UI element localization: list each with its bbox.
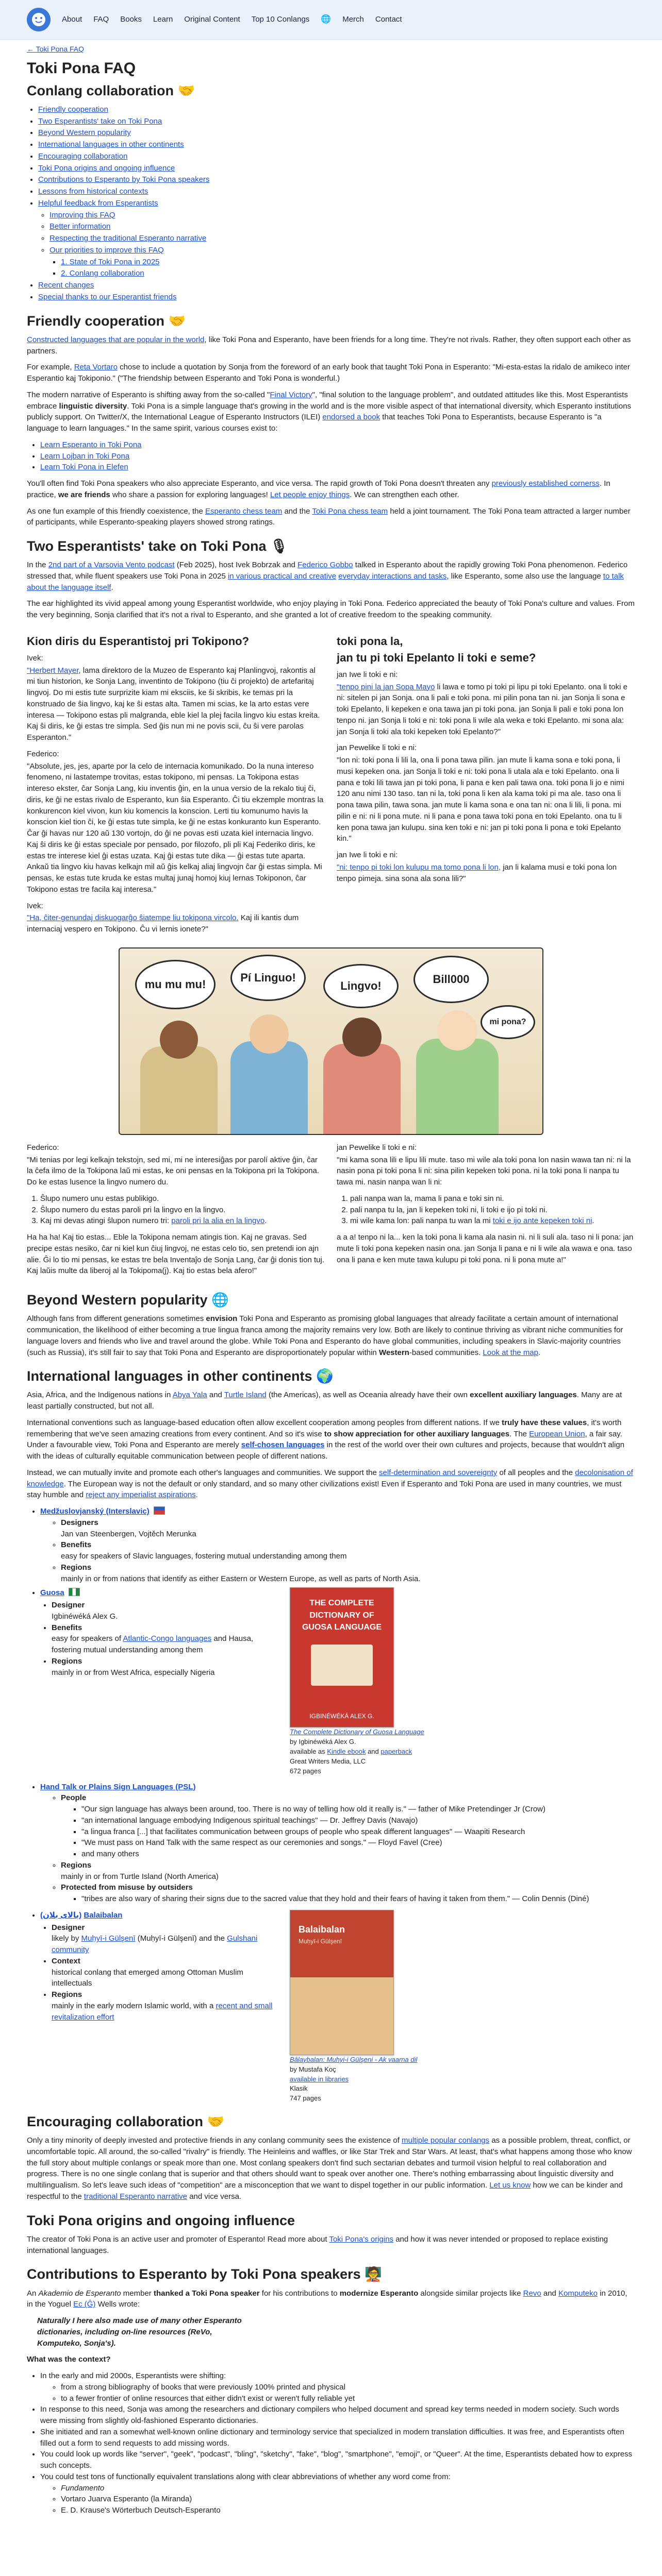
- nav-about[interactable]: About: [62, 15, 82, 24]
- inline-link[interactable]: to talk about the language itself: [27, 571, 624, 592]
- speech-bubble: mu mu mu!: [135, 960, 216, 1009]
- paragraph: You'll often find Toki Pona speakers who also appreciate Esperanto, and vice versa. The rapid growth of Toki Pona doesn't threaten any previously established cornerss. In practice, we are friends who share a passion for exploring languages! Let people enjoy things. We can strengthen each other.: [27, 479, 610, 499]
- paragraph: Asia, Africa, and the Indigenous nations in Abya Yala and Turtle Island (the Americas), as well as Oceania already have their own excellent auxiliary languages. Many are at least partially constructed, but not all.: [27, 1391, 622, 1411]
- esperanto-column-lower: [27, 1142, 325, 1282]
- inline-link[interactable]: reject any imperialist aspirations: [86, 1490, 196, 1500]
- inline-link[interactable]: Kindle ebook: [327, 1748, 366, 1756]
- paragraph: International conventions such as language-based education often allow excellent cooperation among peoples from different nations. If we truly have these values, it's worth remembering that we've seen amazing creations from every continent. And so it's wise to show appreciation for other auxiliary languages. The European Union, a fair say. Under a favourable view, Toki Pona and Esperanto are merely self-chosen languages in the rest of the world over their own cultures and projects, because that wouldn't align with the ideas of culturally equitable communication between people of different nations.: [27, 1418, 625, 1461]
- course-link[interactable]: Learn Esperanto in Toki Pona: [40, 440, 142, 449]
- toki-pona-column-lower: [337, 1142, 635, 1282]
- nav-merch[interactable]: Merch: [342, 15, 364, 24]
- inline-link[interactable]: self-determination and sovereignty: [378, 1468, 498, 1477]
- inline-link[interactable]: Abya Yala: [172, 1391, 207, 1400]
- inline-link[interactable]: Final Victory: [270, 390, 312, 399]
- inline-link[interactable]: Revo: [523, 2289, 541, 2298]
- inline-link[interactable]: recent and small revitalization effort: [52, 2001, 273, 2022]
- balaibalan-block: • (بالای بلان) Balaibalan • Designer likely by Muḥyī-i Gülşenī (Muḥyī-i Gülşenī) and the Gulshani community • Context historical conlang that emerged among Ottoman Muslim intellectuals • Regions mainly in the early modern Islamic world, with a recent and small revitalization effort Balaibalan Muḥyī-i Gülşenī Bâlaybalan: Muhyi-i Gülşeni - Ak vaarna dil by Mustafa Koç available in libraries Klasik 747 pages: [27, 1910, 635, 2104]
- toc-link[interactable]: Special thanks to our Esperantist friends: [38, 292, 177, 301]
- paragraph: Although fans from different generations sometimes envision Toki Pona and Esperanto as promising global languages that already facilitate a certain amount of international communication, the likelihood of either becoming a true lingua franca among the majority remains very low. Both are likely to continue thriving as vibrant niche communities for language lovers and friends who live and travel around the globe. While Toki Pona and Esperanto do have global communities, including speakers in Slavic-majority countries (such as Russia), it's still fair to say that Toki Pona and Esperanto are disproportionately popular within Western-based communities. Look at the map.: [27, 1314, 623, 1357]
- nav-globe-icon[interactable]: 🌐: [321, 15, 332, 24]
- list-item-interslavic: • Medžuslovjanský (Interslavic) ◦ Designers Jan van Steenbergen, Vojtěch Merunka ◦ Benefits easy for speakers of Slavic languages, fostering mutual understanding among them ◦ Regions mainly in or from nations that identify as either Eastern or Western Europe, as well as parts of North Asia.: [40, 1506, 635, 1584]
- inline-link[interactable]: "ni: tenpo pi toki lon kulupu ma tomo pona li lon,: [337, 862, 501, 872]
- course-link[interactable]: Learn Toki Pona in Elefen: [40, 463, 128, 472]
- paragraph: The ear highlighted its vivid appeal among young Esperantist worldwide, who enjoy playing in Toki Pona. Federico appreciated the beauty of Toki Pona's culture and values. From the very beginning, Sonja clarified that it's not a rival to Esperanto, and she granted a lot of creative freedom to the speaking community.: [27, 599, 635, 620]
- inline-link[interactable]: Komputeko: [558, 2289, 598, 2298]
- guosa-block: • Guosa • Designer Igbinéwéká Alex G. • Benefits easy for speakers of Atlantic-Congo languages and Hausa, fostering mutual understanding among them • Regions mainly in or from West Africa, especially Nigeria THE COMPLETE DICTIONARY OF GUOSA LANGUAGE IGBINÉWÉKÁ ALEX G. The Complete Dictionary of Guosa Language by Igbinéwéká Alex G. available as Kindle ebook and paperback Great Writers Media, LLC 672 pages: [27, 1587, 635, 1776]
- nav-top-10-conlangs[interactable]: Top 10 Conlangs: [251, 15, 310, 24]
- breadcrumb-back-link[interactable]: ← Toki Pona FAQ: [27, 45, 85, 53]
- toc-link[interactable]: Respecting the traditional Esperanto narrative: [49, 234, 207, 243]
- inline-link[interactable]: 2nd part of a Varsovia Vento podcast: [48, 561, 175, 570]
- quote: "tenpo pini la jan Sopa Mayo li lawa e tomo pi toki pi lipu pi toki Epelanto. ona li toki e ni: sitelen pi jan Sonja. ona li pali e toki pona. mi pilin pona tan ni. jan Sonja li sona e toki Epelanto, li kepeken e ona tawa jan pi toki pona. jan Sonja li pali e toki pona lon tenpo ni. jan Sonja li toki e ni: toki pona li wile ala weka e toki Epelanto. mi sona ala: jan Sonja li toki ala toki kepeken toki Epelanto?": [337, 682, 627, 736]
- guosa-book: THE COMPLETE DICTIONARY OF GUOSA LANGUAGE IGBINÉWÉKÁ ALEX G. The Complete Dictionary of Guosa Language by Igbinéwéká Alex G. available as Kindle ebook and paperback Great Writers Media, LLC 672 pages: [290, 1587, 424, 1776]
- inline-link[interactable]: in various practical and creative: [227, 571, 337, 581]
- smiley-logo-icon: [31, 12, 46, 27]
- inline-link[interactable]: Esperanto chess team: [205, 506, 283, 516]
- inline-link[interactable]: available in libraries: [290, 2075, 349, 2083]
- toc-link[interactable]: Lessons from historical contexts: [38, 187, 148, 196]
- main-content: [0, 44, 662, 2516]
- comic-illustration: [119, 947, 543, 1135]
- list-item: 1. pali nanpa wan la, mama li pana e toki sin ni.: [350, 1193, 635, 1205]
- toc-link[interactable]: 2. Conlang collaboration: [61, 269, 144, 278]
- speaker-label: Federico:: [27, 1143, 59, 1152]
- question-heading: What was the context?: [27, 2355, 111, 2364]
- page-subtitle: Conlang collaboration 🤝: [27, 82, 195, 98]
- paragraph: An Akademio de Esperanto member thanked a Toki Pona speaker for his contributions to modernize Esperanto alongside similar projects like Revo and Komputeko in 2010, in the Yoguel Ec (Ĝ) Wells wrote:: [27, 2289, 627, 2309]
- speaker-label: Ivek:: [27, 901, 43, 910]
- inline-link[interactable]: European Union: [529, 1429, 585, 1438]
- section-heading-two-esperantists: Two Esperantists' take on Toki Pona 🎙: [27, 538, 288, 554]
- quote: "ni: tenpo pi toki lon kulupu ma tomo pona li lon, jan li kalama musi e toki pona lon tenpo pimeja. sina sona ala sona lili?": [337, 862, 617, 883]
- quote: Ha ha ha! Kaj tio estas... Eble la Tokipona nemam atingis tion. Kaj ne gravas. Sed precipe estas nesiko, ĉar ni kiel kun ĉiuj lingvoj, ne estas celo tio, sen pretendi ion ajn alie. Ĝi lo tio mi pensas, ke estas tre bela Inventaĵo de Sonja Lang, ĉar ĝi donis tion tuj. Kaj laŭis multe da liberoj al la Tokipoma(j). Kaj tio estas bela afero!": [27, 1233, 325, 1276]
- inline-link[interactable]: multiple popular conlangs: [402, 2136, 490, 2145]
- paragraph: In the 2nd part of a Varsovia Vento podcast (Feb 2025), host Ivek Bobrzak and Federico Gobbo talked in Esperanto about the rapidly growing Toki Pona phenomenon. Federico stressed that, while fluent speakers use Toki Pona in 2025 in various practical and creative everyday interactions and tasks, like Esperanto, some also use the language to talk about the language itself.: [27, 561, 628, 592]
- section-heading-origins: Toki Pona origins and ongoing influence: [27, 2212, 295, 2228]
- paragraph: For example, Reta Vortaro chose to include a quotation by Sonja from the foreword of an early book that taught Toki Pona in Esperanto: "Mi-esta-estas la ridalo de amikeco inter Esperantio kaj Tokiponio." ("The friendship between Esperanto and Toki Pona is wonderful.): [27, 363, 630, 383]
- paragraph: Only a tiny minority of deeply invested and protective friends in any conlang community sees the existence of multiple popular conlangs as a possible problem, threat, conflict, or uncomfortable topic. All around, the so-called "rivalry" is friendly. The Heinleins and waffles, or like Star Trek and Star Wars. At least, that's what happens among those who know the full story about multiple conlangs or speak more than one. Most conlang speakers don't find such sectarian debates and turmoil vision helpful to real collaboration and progress. There is no one single conlang that is superior and that others should want to speak over another one. There's nothing embarrassing about linguistic diversity and multilingualism. So let's leave such ideas of "competition" are a misconception that we want to dispel together in our public information. Let us know how we can be kinder and respectful to the traditional Esperanto narrative and vice versa.: [27, 2136, 632, 2201]
- book-title-link[interactable]: The Complete Dictionary of Guosa Language: [290, 1728, 424, 1736]
- inline-link[interactable]: decolonisation of knowledge: [27, 1468, 633, 1488]
- inline-link[interactable]: Ec (Ĝ): [73, 2300, 96, 2309]
- site-logo[interactable]: [27, 8, 51, 31]
- toc-link[interactable]: 1. State of Toki Pona in 2025: [61, 257, 160, 266]
- person-figure: [416, 1039, 499, 1134]
- toc-link[interactable]: Better information: [49, 222, 111, 231]
- inline-link[interactable]: Let us know: [489, 2181, 531, 2190]
- toc-link[interactable]: Helpful feedback from Esperantists: [38, 198, 158, 208]
- inline-link[interactable]: Atlantic-Congo languages: [123, 1634, 212, 1643]
- course-link[interactable]: Learn Lojban in Toki Pona: [40, 451, 130, 461]
- inline-link[interactable]: Turtle Island: [224, 1391, 267, 1400]
- inline-link[interactable]: paroli pri la alia en la lingvo: [171, 1216, 265, 1226]
- inline-link[interactable]: paperback: [380, 1748, 412, 1756]
- inline-link[interactable]: self-chosen languages: [241, 1440, 325, 1450]
- toc-link[interactable]: Toki Pona origins and ongoing influence: [38, 163, 175, 173]
- toc-link[interactable]: International languages in other continents: [38, 140, 184, 149]
- speaker-label: jan Iwe li toki e ni:: [337, 851, 398, 859]
- list-item: 2. Ŝlupo numero du estas paroli pri la lingvo en la lingvo.: [40, 1205, 325, 1216]
- section-heading-friendly: Friendly cooperation 🤝: [27, 313, 186, 329]
- quote: "Ha, ĉiter-genundaj diskuogarĝo ŝiatempe liu tokipona vircolo. Kaj ili kantis dum internaciaj vespero en Tokipono. Ĉu vi lernis ionete?": [27, 913, 299, 934]
- toc-link[interactable]: Our priorities to improve this FAQ: [49, 245, 164, 255]
- balaibalan-book: Balaibalan Muḥyī-i Gülşenī Bâlaybalan: Muhyi-i Gülşeni - Ak vaarna dil by Mustafa Koç available in libraries Klasik 747 pages: [290, 1910, 417, 2104]
- quote: "mi kama sona lili e lipu lili mute. taso mi wile ala toki pona lon nasin wawa tan ni: ni la nasin pona pi toki pona li ni: sina pilin kepeken toki pona. ni la toki pona li nanpa tu tawa mi. nasin nanpa wan li ni:: [337, 1155, 631, 1187]
- section-heading-contributions: Contributions to Esperanto by Toki Pona speakers 🧑‍🏫: [27, 2266, 382, 2282]
- inline-link[interactable]: Toki Pona's origins: [329, 2234, 394, 2244]
- paragraph: As one fun example of this friendly coexistence, the Esperanto chess team and the Toki Pona chess team held a joint tournament. The Toki Pona team attracted a larger number of participants, while Esperanto-speaking players showed strong ratings.: [27, 506, 631, 527]
- language-link[interactable]: (بالای بلان): [40, 1910, 82, 1920]
- context-list: • In the early and mid 2000s, Esperantists were shifting: ◦ from a strong bibliography of books that were previously 100% printed and physical ◦ to a fewer frontier of online resources that either didn't exist or weren't fully reliable yet • In response to this need, Sonja was among the researchers and dictionary compilers who helped document and spread key terms needed in modern society. Such words were missing from slightly old-fashioned Esperanto dictionaries. • She initiated and ran a somewhat well-known online dictionary and terminology service that specialized in modern translation difficulties. It was free, and Esperantists often filled out a form to send requests to add missing words. • You could look up words like "server", "geek", "podcast", "bling", "sketchy", "fake", "blog", "smartphone", "emoji", or "Queer". At the time, Esperantists debated how to express such concepts. • You could test tons of functionally equivalent translations along with clear abbreviations of whether any word come from: ◦ Fundamento ◦ Vortaro Juarva Esperanto (la Miranda) ◦ E. D. Krause's Wörterbuch Deutsch-Esperanto: [27, 2370, 635, 2516]
- column-title: toki pona la, jan tu pi toki Epelanto li toki e seme?: [337, 634, 536, 664]
- list-item: 3. Kaj mi devas atingi ŝlupon numero tri: paroli pri la alia en la lingvo.: [40, 1215, 325, 1227]
- inline-link[interactable]: toki e ijo ante kepeken toki ni: [492, 1216, 592, 1226]
- inline-link[interactable]: "tenpo pini la jan Sopa Mayo: [337, 682, 435, 691]
- inline-link[interactable]: Gulshani community: [52, 1934, 258, 1955]
- nav-contact[interactable]: Contact: [375, 15, 402, 24]
- toc-link[interactable]: Encouraging collaboration: [38, 151, 128, 161]
- inline-link[interactable]: Let people enjoy things: [270, 490, 350, 499]
- inline-link[interactable]: Toki Pona chess team: [312, 506, 388, 516]
- list-item: 3. mi wile kama lon: pali nanpa tu wan la mi toki e ijo ante kepeken toki ni.: [350, 1215, 635, 1227]
- course-list: [27, 439, 635, 473]
- nav-faq[interactable]: FAQ: [93, 15, 109, 24]
- person-figure: [230, 1041, 308, 1134]
- person-figure: [140, 1046, 218, 1134]
- nav-learn[interactable]: Learn: [153, 15, 173, 24]
- quote: "lon ni: toki pona li lili la, ona li pona tawa pilin. jan mute li kama sona e toki pona, li musi kepeken ona. jan Sonja li toki e ni: toki pona li utala ala e toki Epelanto. ona li pana e toki lili tawa jan pi toki pona, li pana e ken pali tawa ona. toki pona li jo e nimi 120 anu nimi 130 taso. tan ni la, toki pona li ken ala kama toki pi ma ale. taso ona li pona tawa pilin, tawa sona. jan mute li kama sona e ona tan ni: ona li lili, li pona. mi pilin e ni: ni li pona mute. ni li pana e pona tawa toki pona en toki Epelanto. ona tu li ken pona tawa jan kulupu. sina ken toki e ni: jan pi toki pona li pona e toki Epelanto kin.": [337, 756, 624, 843]
- quote: "Herbert Mayer, lama direktoro de la Muzeo de Esperanto kaj Planlingvoj, rakontis al mi tiun historion, ke Sonja Lang, inventinto de Tokipono (tiu ĉi projekto) de artefaritaj lingvoj. Do mi estis tute surprizite kiam mi eksciis, ke ŝi skribis, ke temas pri la konstruado de ŝia lingvo, kaj ke ŝi estas alta. Tamen mi scias, ke la arto estas vere interesa — Tokipono estas pli malgranda, eble kiel la plej facila lingvo kiu estas kreita. Kaj ŝi diris, ke ĝi estas tre simpla. Sed ĝis nun mi ne povis scii, ĉu ŝi vere parolas Esperanton.": [27, 666, 320, 742]
- inline-link[interactable]: everyday interactions and tasks: [338, 571, 447, 581]
- section-heading-international-languages: International languages in other continents 🌍: [27, 1368, 334, 1384]
- inline-link[interactable]: "Herbert Mayer: [27, 666, 79, 675]
- toc-link[interactable]: Two Esperantists' take on Toki Pona: [38, 116, 162, 126]
- steps-list: [27, 1193, 325, 1227]
- quote: "Absolute, jes, jes, aparte por la celo de internacia komunikado. Do la nuna intereso fenomeno, ni lastatempe trovitas, estas tokipono, mi pensas. La Tokipona estas intereso ekster, ĉar Sonja Lang, kiu inventis ĝin, en la unua versio de la rekalo tiuj ĉi, diris, ke ĝi ne estas rivalo de Esperanto, kun ŝia Esperanto. Ĉi tiu ekzemple montras la konkurencon kiel vivon, kun kiu komencis la konscion. Lerti tiu komunumo havis la konscion kiel tion ĉi, ke ĝi estas tute simpla, ke ĝi ne estas konkuranto kun Esperanto. Ĉar ĝi havas nur 120 aŭ 130 vortojn, do ĝi ne povas esti uzata kiel internacia lingvo. Kaj ŝi diris ke ĝi estas speciale por pensado, por filozofo, pli pli Kaj Federiko diris, ke estas tre interese kiel ĝi estas uzata. Kaj ĝi estas tute dika — ĝi estas tute aparta. Ankaŭ tia lingvo kiu havas kelkajn mil aŭ ĝis kelkaj aliaj lingvojn ĉar ĝi estas simpla. Mi pensas, ke estas tute kruda ke estas multaj junaj homoj kiuj lernas Tokiponon, ĉar Tokipono estas tre facila kaj interesa.": [27, 761, 324, 894]
- paragraph: Constructed languages that are popular in the world, like Toki Pona and Esperanto, have been friends for a long time. They're not rivals. Rather, they often support each other as partners.: [27, 335, 631, 355]
- person-figure: [323, 1044, 401, 1134]
- nav-original-content[interactable]: Original Content: [184, 15, 240, 24]
- inline-link[interactable]: Reta Vortaro: [74, 363, 118, 372]
- flag-icon: [154, 1506, 165, 1515]
- speaker-label: Ivek:: [27, 653, 43, 663]
- toki-pona-column: [337, 626, 635, 940]
- column-title: Kion diris du Esperantistoj pri Tokipono?: [27, 634, 250, 648]
- language-link[interactable]: Guosa: [40, 1588, 64, 1598]
- toc-link[interactable]: Contributions to Esperanto by Toki Pona speakers: [38, 175, 210, 184]
- language-list: [27, 1782, 635, 1905]
- person-head: [160, 1021, 198, 1059]
- nav-books[interactable]: Books: [120, 15, 142, 24]
- inline-link[interactable]: previously established cornerss: [491, 479, 600, 488]
- language-list: [27, 1506, 635, 1584]
- quote-callout: Naturally I here also made use of many other Esperanto dictionaries, including on-line resources (ReVo, Komputeko, Sonja's).: [37, 2316, 242, 2348]
- speech-bubble: Bill000: [413, 956, 489, 1003]
- inline-link[interactable]: traditional Esperanto narrative: [84, 2192, 188, 2201]
- toc-link[interactable]: Improving this FAQ: [49, 210, 115, 219]
- section-heading-beyond-western: Beyond Western popularity 🌐: [27, 1292, 229, 1308]
- paragraph: Instead, we can mutually invite and promote each other's languages and communities. We support the self-determination and sovereignty of all peoples and the decolonisation of knowledge. The European way is not the default or only standard, and so many other civilizations exist! Even if Esperanto and Toki Pona are used in many countries, we must stay humble and reject any imperialist aspirations.: [27, 1468, 633, 1500]
- top-navigation-bar: [0, 0, 662, 40]
- list-item: 2. pali nanpa tu la, jan li kepeken toki ni, li toki e ijo pi toki ni.: [350, 1205, 635, 1216]
- person-head: [437, 1010, 477, 1050]
- speaker-label: jan Pewelike li toki e ni:: [337, 743, 417, 753]
- book-cover[interactable]: Balaibalan Muḥyī-i Gülşenī: [290, 1910, 394, 2055]
- paragraph: The modern narrative of Esperanto is shifting away from the so-called "Final Victory", "final solution to the language problem", and outdated attitudes like this. Most Esperantists embrace linguistic diversity. Toki Pona is a simple language that's growing in the world and is the more visible aspect of that international diversity, which Esperanto institutions publicly support. On Twitter/X, the International League of Esperanto Instructors (ILEI) endorsed a book that teaches Toki Pona to Esperantists, because Esperanto is "a language to learn languages." In the same spirit, various courses exist to:: [27, 390, 632, 433]
- book-title-link[interactable]: Bâlaybalan: Muhyi-i Gülşeni - Ak vaarna dil: [290, 2055, 418, 2063]
- map-link[interactable]: Look at the map: [483, 1348, 538, 1357]
- inline-link[interactable]: Muḥyī-i Gülşenī: [81, 1934, 136, 1943]
- page-title: Toki Pona FAQ: [27, 60, 136, 77]
- speaker-label: Federico:: [27, 749, 59, 758]
- language-link[interactable]: Balaibalan: [84, 1910, 123, 1920]
- bilingual-columns-lower: [27, 1142, 635, 1282]
- book-cover[interactable]: THE COMPLETE DICTIONARY OF GUOSA LANGUAGE IGBINÉWÉKÁ ALEX G.: [290, 1587, 394, 1727]
- bilingual-columns: [27, 626, 635, 940]
- speech-bubble: Lingvo!: [323, 964, 399, 1008]
- speech-bubble: Pí Linguo!: [230, 955, 306, 1001]
- person-head: [250, 1014, 289, 1054]
- toc-link[interactable]: Friendly cooperation: [38, 105, 108, 114]
- list-item-psl: • Hand Talk or Plains Sign Languages (PSL) ◦ People ▪ "Our sign language has always been around, too. There is no way of telling how old it really is." — father of Mike Pretendinger Jr (Crow) ▪ "an international language embodying Indigenous spiritual teachings" — Dr. Jeffrey Davis (Navajo) ▪ "a lingua franca [...] that facilitates communication between groups of people who speak different languages" — Waapiti Research ▪ "We must pass on Hand Talk with the same respect as our ceremonies and songs." — Floyd Favel (Cree) ▪ and many others ◦ Regions mainly in or from Turtle Island (North America) ◦ Protected from misuse by outsiders ▪ "tribes are also wary of sharing their signs due to the sacred value that they hold and their fears of having it taken from them." — Colin Dennis (Diné): [40, 1782, 635, 1905]
- speech-bubble: mi pona?: [481, 1005, 535, 1039]
- quote: "Mi tenias por legi kelkajn tekstojn, sed mi, mi ne interesiĝas por parolí aktive ĝin, ĉar la ĉefa ilmo de la Tokipona laŭ mi estas, ke oni pensas en la Tokipona pri la Tokipona. Do ke estas lusence la lingvo numero du.: [27, 1155, 320, 1187]
- language-link[interactable]: Medžuslovjanský (Interslavic): [40, 1507, 150, 1516]
- flag-icon: [69, 1588, 80, 1596]
- toc-link[interactable]: Beyond Western popularity: [38, 128, 131, 138]
- inline-link[interactable]: endorsed a book: [322, 413, 380, 422]
- table-of-contents: [27, 104, 635, 303]
- list-item: 1. Ŝlupo numero unu estas publikigo.: [40, 1193, 325, 1205]
- inline-link[interactable]: "Ha, ĉiter-genundaj diskuogarĝo ŝiatempe liu tokipona vircolo.: [27, 913, 239, 923]
- paragraph: The creator of Toki Pona is an active user and promoter of Esperanto! Read more about Toki Pona's origins and how it was never intended or proposed to replace existing international languages.: [27, 2234, 608, 2255]
- speaker-label: jan Iwe li toki e ni:: [337, 670, 398, 679]
- section-heading-encouraging: Encouraging collaboration 🤝: [27, 2114, 225, 2130]
- person-head: [342, 1018, 382, 1057]
- inline-link[interactable]: Federico Gobbo: [297, 561, 353, 570]
- toc-link[interactable]: Recent changes: [38, 281, 94, 290]
- esperanto-column: [27, 626, 325, 940]
- steps-list: [337, 1193, 635, 1227]
- quote: a a a! tenpo ni la... ken la toki pona li kama ala nasin ni. ni li suli ala. taso ni li pona: jan mute li toki pona kepeken nasin ona. jan Sonja li pana e ni li wile ala wawa e ona. taso ona li pana e ken mute tawa kulupu pi toki pona. ni li pona mute a!": [337, 1233, 634, 1264]
- speaker-label: jan Pewelike li toki e ni:: [337, 1143, 417, 1152]
- language-link[interactable]: Hand Talk or Plains Sign Languages (PSL): [40, 1782, 196, 1791]
- inline-link[interactable]: Constructed languages that are popular in the world: [27, 335, 205, 344]
